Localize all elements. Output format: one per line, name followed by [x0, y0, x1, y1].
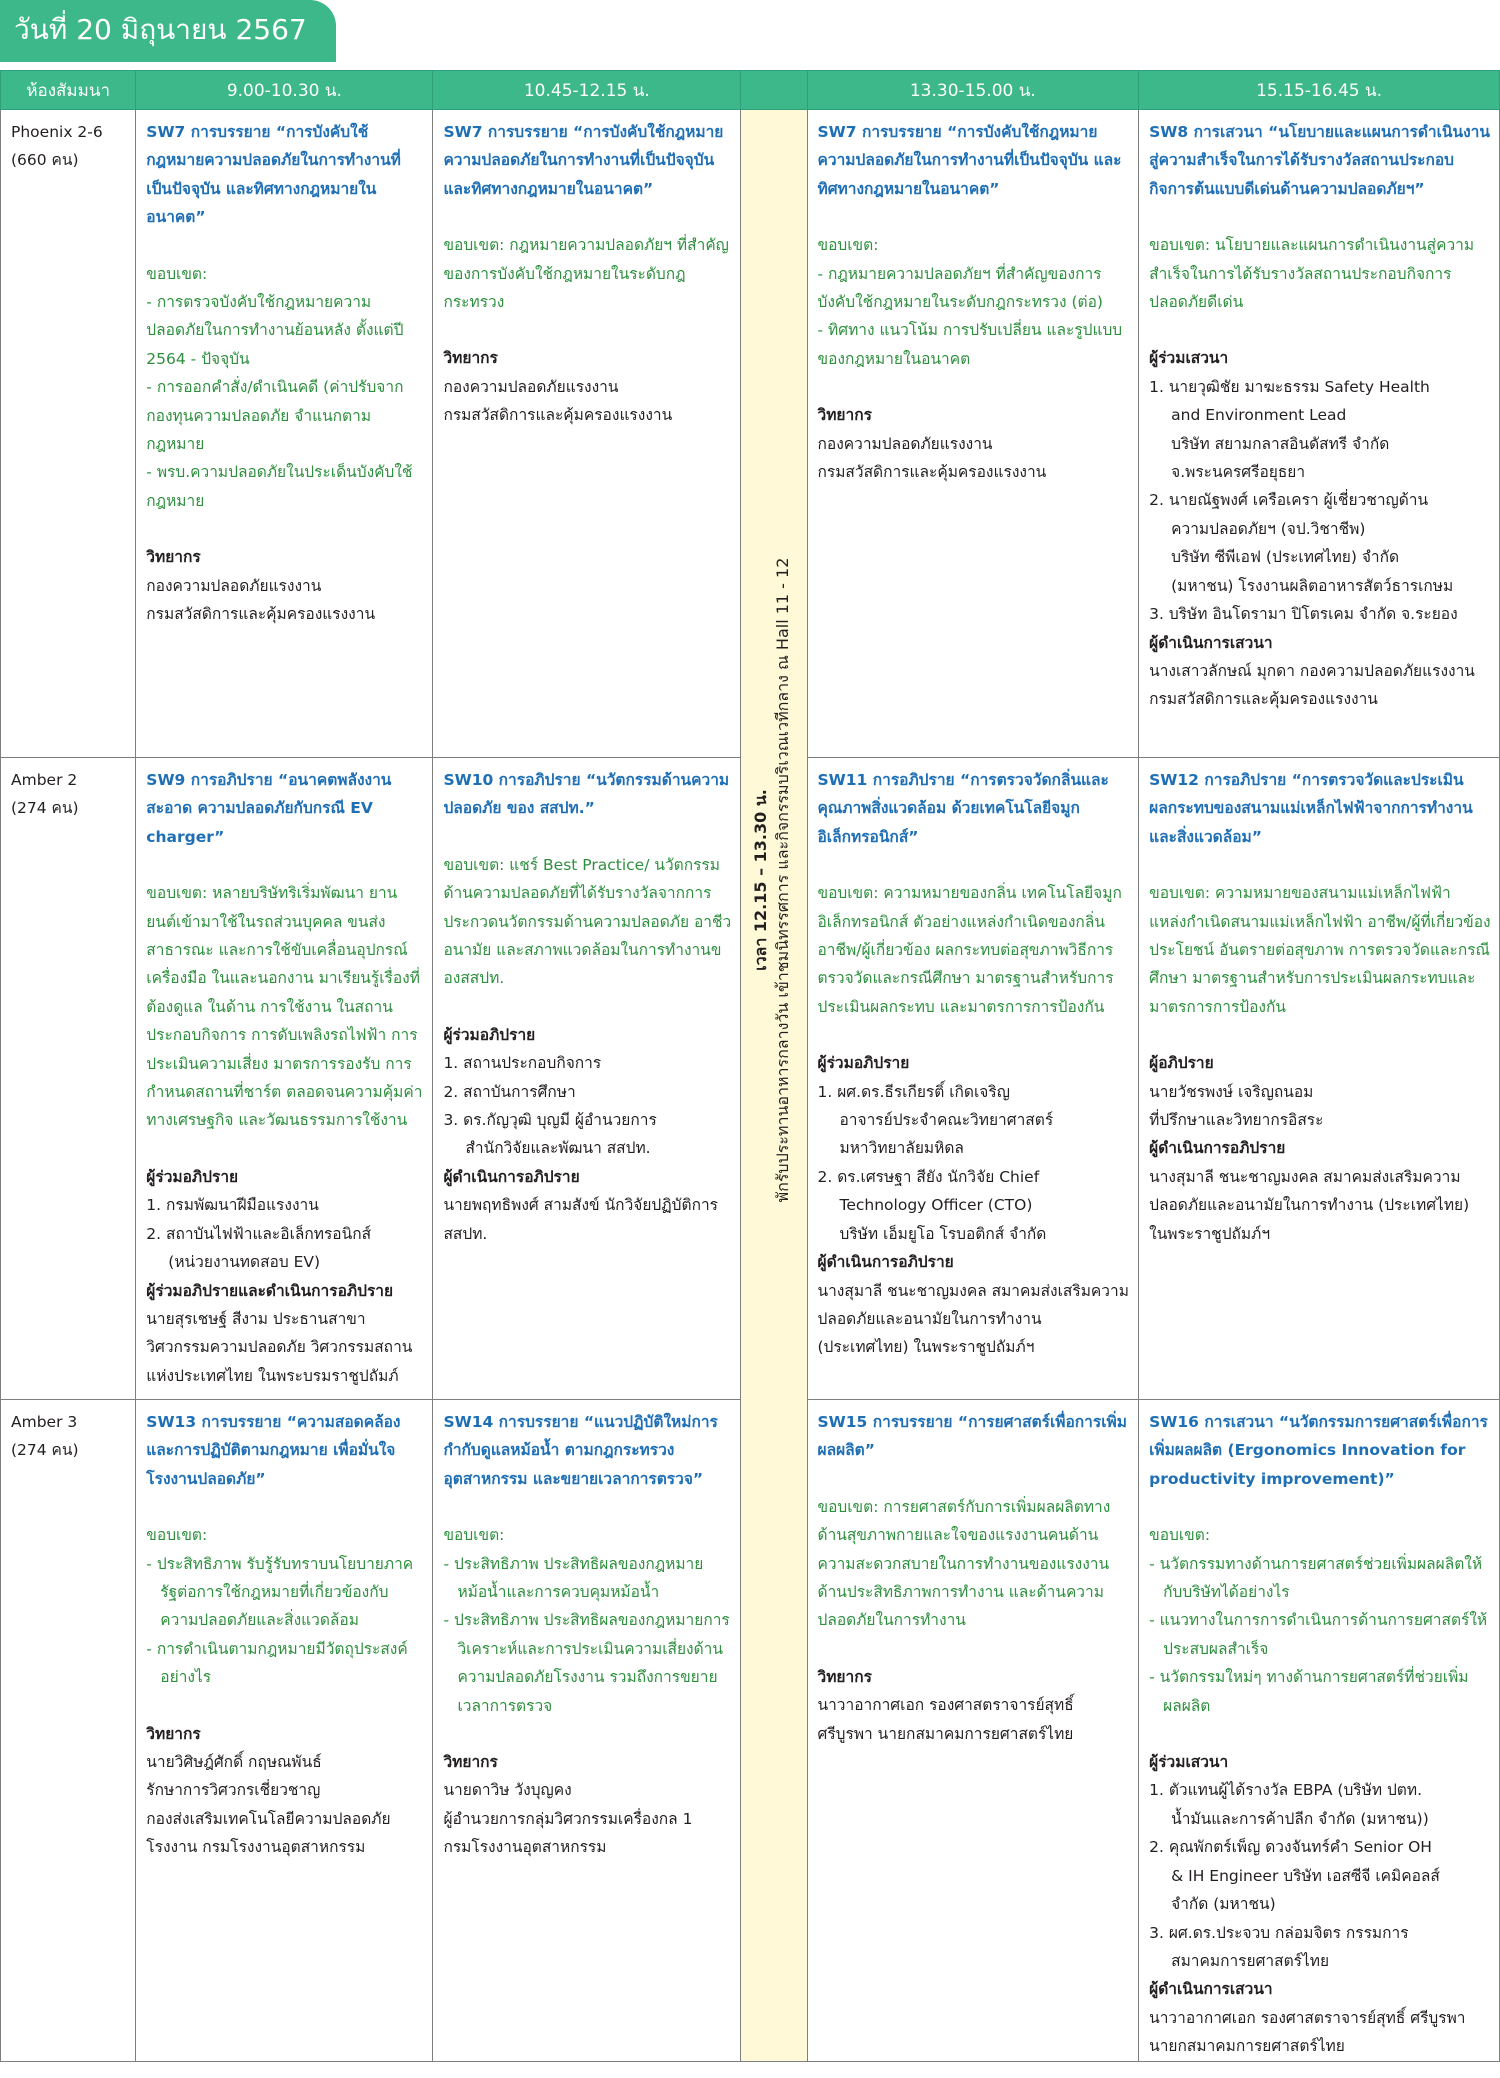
speaker-label: วิทยากร	[146, 548, 201, 567]
session-cell	[136, 110, 433, 758]
panel-line: ความปลอดภัยฯ (จป.วิชาชีพ)	[1171, 519, 1366, 538]
session-title: SW10 การอภิปราย “นวัตกรรมด้านความปลอดภัย ของ สสปท.”	[443, 771, 730, 818]
moderator-text: นายสุรเชษฐ์ สีงาม ประธานสาขาวิศวกรรมความปลอดภัย วิศวกรรมสถานแห่งประเทศไทย ในพระบรมราชูปถัมภ์	[146, 1309, 413, 1385]
speaker-line: กรมสวัสดิการและคุ้มครองแรงงาน	[817, 463, 1047, 482]
scope-item: - ประสิทธิภาพ ประสิทธิผลของกฎหมายหม้อน้ำและการควบคุมหม้อน้ำ	[443, 1554, 704, 1602]
session-title: SW7 การบรรยาย “การบังคับใช้กฎหมายความปลอดภัยในการทำงานที่เป็นปัจจุบัน และทิศทางกฎหมายในอนาคต”	[817, 123, 1122, 198]
col-break	[741, 71, 807, 110]
moderator-text: นางเสาวลักษณ์ มุกดา กองความปลอดภัยแรงงาน กรมสวัสดิการและคุ้มครองแรงงาน	[1149, 661, 1475, 709]
scope-text: ขอบเขต: ความหมายของกลิ่น เทคโนโลยีจมูกอิเล็กทรอนิกส์ ตัวอย่างแหล่งกำเนิดของกลิ่น อาชีพ/ผู้เกี่ยวข้อง ผลกระทบต่อสุขภาพวิธีการตรวจวัดและกรณีศึกษา มาตรฐานสำหรับการประเมินผลกระทบ และมาตรการการป้องกัน	[817, 884, 1122, 1016]
col-time-3: 13.30-15.00 น.	[807, 71, 1139, 110]
scope-item: - การออกคำสั่ง/ดำเนินคดี (ค่าปรับจากกองทุนความปลอดภัย จำแนกตามกฎหมาย	[146, 378, 404, 454]
session-cell	[1139, 110, 1500, 758]
session-cell	[433, 758, 741, 1400]
panel-label: ผู้ร่วมเสวนา	[1149, 349, 1229, 368]
panel-line: 1. ตัวแทนผู้ได้รางวัล EBPA (บริษัท ปตท.	[1149, 1781, 1423, 1800]
session-cell	[136, 758, 433, 1400]
scope-label: ขอบเขต:	[146, 1526, 208, 1545]
room-capacity: (274 คน)	[11, 799, 79, 818]
panel-label: ผู้อภิปราย	[1149, 1054, 1214, 1073]
lunch-break-time: เวลา 12.15 – 13.30 น.	[751, 789, 771, 971]
panel-line: ที่ปรึกษาและวิทยากรอิสระ	[1149, 1111, 1324, 1130]
panel-label: ผู้ร่วมอภิปราย	[817, 1054, 910, 1073]
panel-line: มหาวิทยาลัยมหิดล	[839, 1139, 964, 1158]
scope-item: - กฎหมายความปลอดภัยฯ ที่สำคัญของการบังคับใช้กฎหมายในระดับกฎกระทรวง (ต่อ)	[817, 264, 1103, 312]
session-title: SW8 การเสวนา “นโยบายและแผนการดำเนินงานสู่ความสำเร็จในการได้รับรางวัลสถานประกอบกิจการต้นแบบดีเด่นด้านความปลอดภัยฯ”	[1149, 123, 1490, 198]
moderator-label: ผู้ดำเนินการอภิปราย	[817, 1253, 954, 1272]
scope-item: - ประสิทธิภาพ รับรู้รับทราบนโยบายภาครัฐต่อการใช้กฎหมายที่เกี่ยวข้องกับความปลอดภัยและสิ่งแวดล้อม	[146, 1554, 414, 1630]
session-cell	[433, 1400, 741, 2062]
col-room: ห้องสัมมนา	[1, 71, 136, 110]
col-time-1: 9.00-10.30 น.	[136, 71, 433, 110]
room-name: Amber 3	[11, 1413, 78, 1431]
session-cell	[1139, 1400, 1500, 2062]
session-title: SW7 การบรรยาย “การบังคับใช้กฎหมายความปลอดภัยในการทำงานที่เป็นปัจจุบัน และทิศทางกฎหมายในอนาคต”	[146, 123, 401, 227]
speaker-label: วิทยากร	[817, 406, 872, 425]
panel-line: (หน่วยงานทดสอบ EV)	[168, 1253, 321, 1272]
panel-line: นายวัชรพงษ์ เจริญถนอม	[1149, 1082, 1314, 1101]
room-capacity: (660 คน)	[11, 151, 79, 170]
panel-line: จ.พระนครศรีอยุธยา	[1171, 463, 1306, 482]
panel-line: Technology Officer (CTO)	[839, 1196, 1033, 1215]
scope-item: - ทิศทาง แนวโน้ม การปรับเปลี่ยน และรูปแบบของกฎหมายในอนาคต	[817, 321, 1123, 368]
moderator-label: ผู้ร่วมอภิปรายและดำเนินการอภิปราย	[146, 1281, 394, 1300]
scope-item: - การดำเนินตามกฎหมายมีวัตถุประสงค์อย่างไร	[146, 1639, 408, 1687]
session-title: SW12 การอภิปราย “การตรวจวัดและประเมินผลกระทบของสนามแม่เหล็กไฟฟ้าจากการทำงานและสิ่งแวดล้อม”	[1149, 771, 1473, 846]
session-cell	[1139, 758, 1500, 1400]
scope-label: ขอบเขต:	[443, 1526, 505, 1545]
panel-line: อาจารย์ประจำคณะวิทยาศาสตร์	[839, 1111, 1054, 1130]
scope-text: ขอบเขต: หลายบริษัทริเริ่มพัฒนา ยานยนต์เข้ามาใช้ในรถส่วนบุคคล ขนส่งสาธารณะ และการใช้ขับเคลื่อนอุปกรณ์เครื่องมือ ในและนอกงาน มาเรียนรู้เรื่องที่ต้องดูแล ในด้าน การใช้งาน ในสถานประกอบกิจการ การดับเพลิงรถไฟฟ้า การประเมินความเสี่ยง มาตรการรองรับ การกำหนดสถานที่ชาร์ต ตลอดจนความคุ้มค่าทางเศรษฐกิจ และวัฒนธรรมการใช้งาน	[146, 884, 423, 1130]
speaker-line: นายวิศิษฎ์ศักดิ์ กฤษณพันธ์	[146, 1753, 322, 1772]
panel-line: (มหาชน) โรงงานผลิตอาหารสัตว์ธารเกษม	[1171, 576, 1454, 595]
panel-line: 2. นายณัฐพงศ์ เครือเครา ผู้เชี่ยวชาญด้าน	[1149, 491, 1429, 510]
session-title: SW11 การอภิปราย “การตรวจวัดกลิ่นและคุณภาพสิ่งแวดล้อม ด้วยเทคโนโลยีจมูกอิเล็กทรอนิกส์”	[817, 771, 1109, 846]
moderator-text: นางสุมาลี ชนะชาญมงคล สมาคมส่งเสริมความปลอดภัยและอนามัยในการทำงาน (ประเทศไทย) ในพระราชูปถัมภ์ฯ	[817, 1281, 1129, 1357]
scope-text: ขอบเขต: การยศาสตร์กับการเพิ่มผลผลิตทางด้านสุขภาพกายและใจของแรงงานคนด้านความสะดวกสบายในการทำงานของแรงงาน ด้านประสิทธิภาพการทำงาน และด้านความปลอดภัยในการทำงาน	[817, 1497, 1111, 1630]
scope-label: ขอบเขต:	[146, 264, 208, 283]
moderator-text: นาวาอากาศเอก รองศาสตราจารย์สุทธิ์ ศรีบูรพา นายกสมาคมการยศาสตร์ไทย	[1149, 2008, 1466, 2056]
speaker-line: ผู้อำนวยการกลุ่มวิศวกรรมเครื่องกล 1	[443, 1809, 693, 1828]
panel-line: 2. คุณพักตร์เพ็ญ ดวงจันทร์คำ Senior OH	[1149, 1838, 1432, 1857]
panel-label: ผู้ร่วมอภิปราย	[146, 1167, 239, 1186]
speaker-line: กองความปลอดภัยแรงงาน	[443, 377, 619, 396]
speaker-line: นายดาวิษ วังบุญคง	[443, 1781, 572, 1800]
panel-line: 2. สถาบันการศึกษา	[443, 1082, 576, 1101]
scope-label: ขอบเขต:	[1149, 1526, 1211, 1545]
scope-item: - นวัตกรรมใหม่ๆ ทางด้านการยศาสตร์ที่ช่วยเพิ่มผลผลิต	[1149, 1668, 1469, 1715]
moderator-label: ผู้ดำเนินการเสวนา	[1149, 633, 1273, 652]
panel-label: ผู้ร่วมอภิปราย	[443, 1025, 536, 1044]
panel-line: 1. ผศ.ดร.ธีรเกียรติ์ เกิดเจริญ	[817, 1082, 1010, 1101]
speaker-line: นาวาอากาศเอก รองศาสตราจารย์สุทธิ์	[817, 1696, 1074, 1715]
speaker-line: กรมสวัสดิการและคุ้มครองแรงงาน	[146, 605, 376, 624]
lunch-break-note: พักรับประทานอาหารกลางวัน เข้าชมนิทรรศการ และกิจกรรมบริเวณเวทีกลาง ณ Hall 11 - 12	[773, 557, 793, 1203]
panel-line: 2. สถาบันไฟฟ้าและอิเล็กทรอนิกส์	[146, 1224, 372, 1243]
panel-line: น้ำมันและการค้าปลีก จำกัด (มหาชน))	[1171, 1809, 1429, 1828]
panel-line: and Environment Lead	[1171, 406, 1347, 425]
header-row	[1, 71, 1500, 110]
speaker-line: กรมโรงงานอุตสาหกรรม	[443, 1838, 607, 1857]
session-cell	[807, 1400, 1139, 2062]
moderator-label: ผู้ดำเนินการเสวนา	[1149, 1980, 1273, 1999]
speaker-line: กองความปลอดภัยแรงงาน	[146, 576, 322, 595]
speaker-line: ศรีบูรพา นายกสมาคมการยศาสตร์ไทย	[817, 1724, 1074, 1743]
date-title: วันที่ 20 มิถุนายน 2567	[14, 13, 307, 46]
speaker-line: กองส่งเสริมเทคโนโลยีความปลอดภัย	[146, 1809, 391, 1828]
session-title: SW14 การบรรยาย “แนวปฏิบัติใหม่การกำกับดูแลหม้อน้ำ ตามกฎกระทรวงอุตสาหกรรม และขยายเวลาการตรวจ”	[443, 1413, 718, 1488]
moderator-text: นายพฤทธิพงศ์ สามสังข์ นักวิจัยปฏิบัติการ สสปท.	[443, 1196, 718, 1243]
panel-line: 1. สถานประกอบกิจการ	[443, 1054, 602, 1073]
scope-item: - นวัตกรรมทางด้านการยศาสตร์ช่วยเพิ่มผลผลิตให้กับบริษัทได้อย่างไร	[1149, 1554, 1483, 1602]
scope-text: ขอบเขต: นโยบายและแผนการดำเนินงานสู่ความสำเร็จในการได้รับรางวัลสถานประกอบกิจการปลอดภัยดีเด่น	[1149, 236, 1475, 312]
scope-text: ขอบเขต: แชร์ Best Practice/ นวัตกรรมด้านความปลอดภัยที่ได้รับรางวัลจากการประกวดนวัตกรรมด้านความปลอดภัย อาชีวอนามัย และสภาพแวดล้อมในการทำงานของสสปท.	[443, 855, 732, 988]
moderator-text: นางสุมาลี ชนะชาญมงคล สมาคมส่งเสริมความปลอดภัยและอนามัยในการทำงาน (ประเทศไทย) ในพระราชูปถัมภ์ฯ	[1149, 1167, 1470, 1243]
panel-line: 3. ผศ.ดร.ประจวบ กล่อมจิตร กรรมการ	[1149, 1923, 1409, 1942]
panel-line: 3. บริษัท อินโดรามา ปิโตรเคม จำกัด จ.ระยอง	[1149, 605, 1458, 624]
panel-line: บริษัท สยามกลาสอินดัสทรี จำกัด	[1171, 434, 1390, 453]
session-title: SW16 การเสวนา “นวัตกรรมการยศาสตร์เพื่อการเพิ่มผลผลิต (Ergonomics Innovation for productivity improvement)”	[1149, 1413, 1488, 1488]
panel-line: 1. กรมพัฒนาฝีมือแรงงาน	[146, 1196, 319, 1215]
speaker-line: กรมสวัสดิการและคุ้มครองแรงงาน	[443, 406, 673, 425]
moderator-label: ผู้ดำเนินการอภิปราย	[1149, 1139, 1286, 1158]
session-title: SW7 การบรรยาย “การบังคับใช้กฎหมายความปลอดภัยในการทำงานที่เป็นปัจจุบัน และทิศทางกฎหมายในอนาคต”	[443, 123, 724, 198]
panel-line: สำนักวิจัยและพัฒนา สสปท.	[465, 1139, 651, 1158]
panel-line: & IH Engineer บริษัท เอสซีจี เคมิคอลส์	[1171, 1866, 1440, 1885]
panel-line: สมาคมการยศาสตร์ไทย	[1171, 1951, 1330, 1970]
session-title: SW9 การอภิปราย “อนาคตพลังงานสะอาด ความปลอดภัยกับกรณี EV charger”	[146, 771, 392, 846]
room-name: Phoenix 2-6	[11, 123, 103, 141]
session-cell	[136, 1400, 433, 2062]
speaker-label: วิทยากร	[146, 1724, 201, 1743]
scope-item: - พรบ.ความปลอดภัยในประเด็นบังคับใช้กฎหมาย	[146, 463, 413, 510]
session-title: SW15 การบรรยาย “การยศาสตร์เพื่อการเพิ่มผลผลิต”	[817, 1413, 1127, 1460]
panel-line: บริษัท ซีพีเอฟ (ประเทศไทย) จำกัด	[1171, 548, 1400, 567]
table-row	[1, 110, 1500, 758]
panel-line: 1. นายวุฒิชัย มาฆะธรรม Safety Health	[1149, 377, 1430, 396]
scope-item: - การตรวจบังคับใช้กฎหมายความปลอดภัยในการทำงานย้อนหลัง ตั้งแต่ปี 2564 - ปัจจุบัน	[146, 293, 404, 368]
session-cell	[807, 758, 1139, 1400]
room-cell	[1, 758, 136, 1400]
col-time-2: 10.45-12.15 น.	[433, 71, 741, 110]
room-capacity: (274 คน)	[11, 1441, 79, 1460]
date-tab	[0, 0, 336, 62]
speaker-line: กองความปลอดภัยแรงงาน	[817, 434, 993, 453]
room-cell	[1, 1400, 136, 2062]
panel-label: ผู้ร่วมเสวนา	[1149, 1753, 1229, 1772]
panel-line: 2. ดร.เศรษฐา สียัง นักวิจัย Chief	[817, 1167, 1040, 1186]
panel-line: บริษัท เอ็มยูโอ โรบอติกส์ จำกัด	[839, 1224, 1047, 1243]
scope-item: - แนวทางในการการดำเนินการด้านการยศาสตร์ให้ประสบผลสำเร็จ	[1149, 1611, 1488, 1658]
scope-item: ขอบเขต: กฎหมายความปลอดภัยฯ ที่สำคัญของการบังคับใช้กฎหมายในระดับกฎกระทรวง	[443, 236, 729, 312]
lunch-break-cell	[741, 110, 807, 2062]
speaker-line: รักษาการวิศวกรเชี่ยวชาญ	[146, 1781, 321, 1800]
speaker-label: วิทยากร	[817, 1667, 872, 1686]
speaker-label: วิทยากร	[443, 349, 498, 368]
session-cell	[807, 110, 1139, 758]
session-cell	[433, 110, 741, 758]
room-name: Amber 2	[11, 771, 78, 789]
lunch-break-text	[750, 330, 794, 1430]
scope-item: - ประสิทธิภาพ ประสิทธิผลของกฎหมายการวิเคราะห์และการประเมินความเสี่ยงด้านความปลอดภัยโรงงาน รวมถึงการขยายเวลาการตรวจ	[443, 1611, 730, 1715]
schedule-table	[0, 70, 1500, 2062]
moderator-label: ผู้ดำเนินการอภิปราย	[443, 1167, 580, 1186]
col-time-4: 15.15-16.45 น.	[1139, 71, 1500, 110]
speaker-line: โรงงาน กรมโรงงานอุตสาหกรรม	[146, 1838, 366, 1857]
scope-text: ขอบเขต: ความหมายของสนามแม่เหล็กไฟฟ้า แหล่งกำเนิดสนามแม่เหล็กไฟฟ้า อาชีพ/ผู้ที่เกี่ยวข้อง ประโยชน์ อันตรายต่อสุขภาพ การตรวจวัดและกรณีศึกษา มาตรฐานสำหรับการประเมินผลกระทบและมาตรการการป้องกัน	[1149, 884, 1491, 1016]
panel-line: 3. ดร.กัญวุฒิ บุญมี ผู้อำนวยการ	[443, 1111, 657, 1130]
scope-label: ขอบเขต:	[817, 236, 879, 255]
panel-line: จำกัด (มหาชน)	[1171, 1895, 1276, 1914]
room-cell	[1, 110, 136, 758]
speaker-label: วิทยากร	[443, 1753, 498, 1772]
session-title: SW13 การบรรยาย “ความสอดคล้องและการปฏิบัติตามกฎหมาย เพื่อมั่นใจโรงงานปลอดภัย”	[146, 1413, 401, 1488]
